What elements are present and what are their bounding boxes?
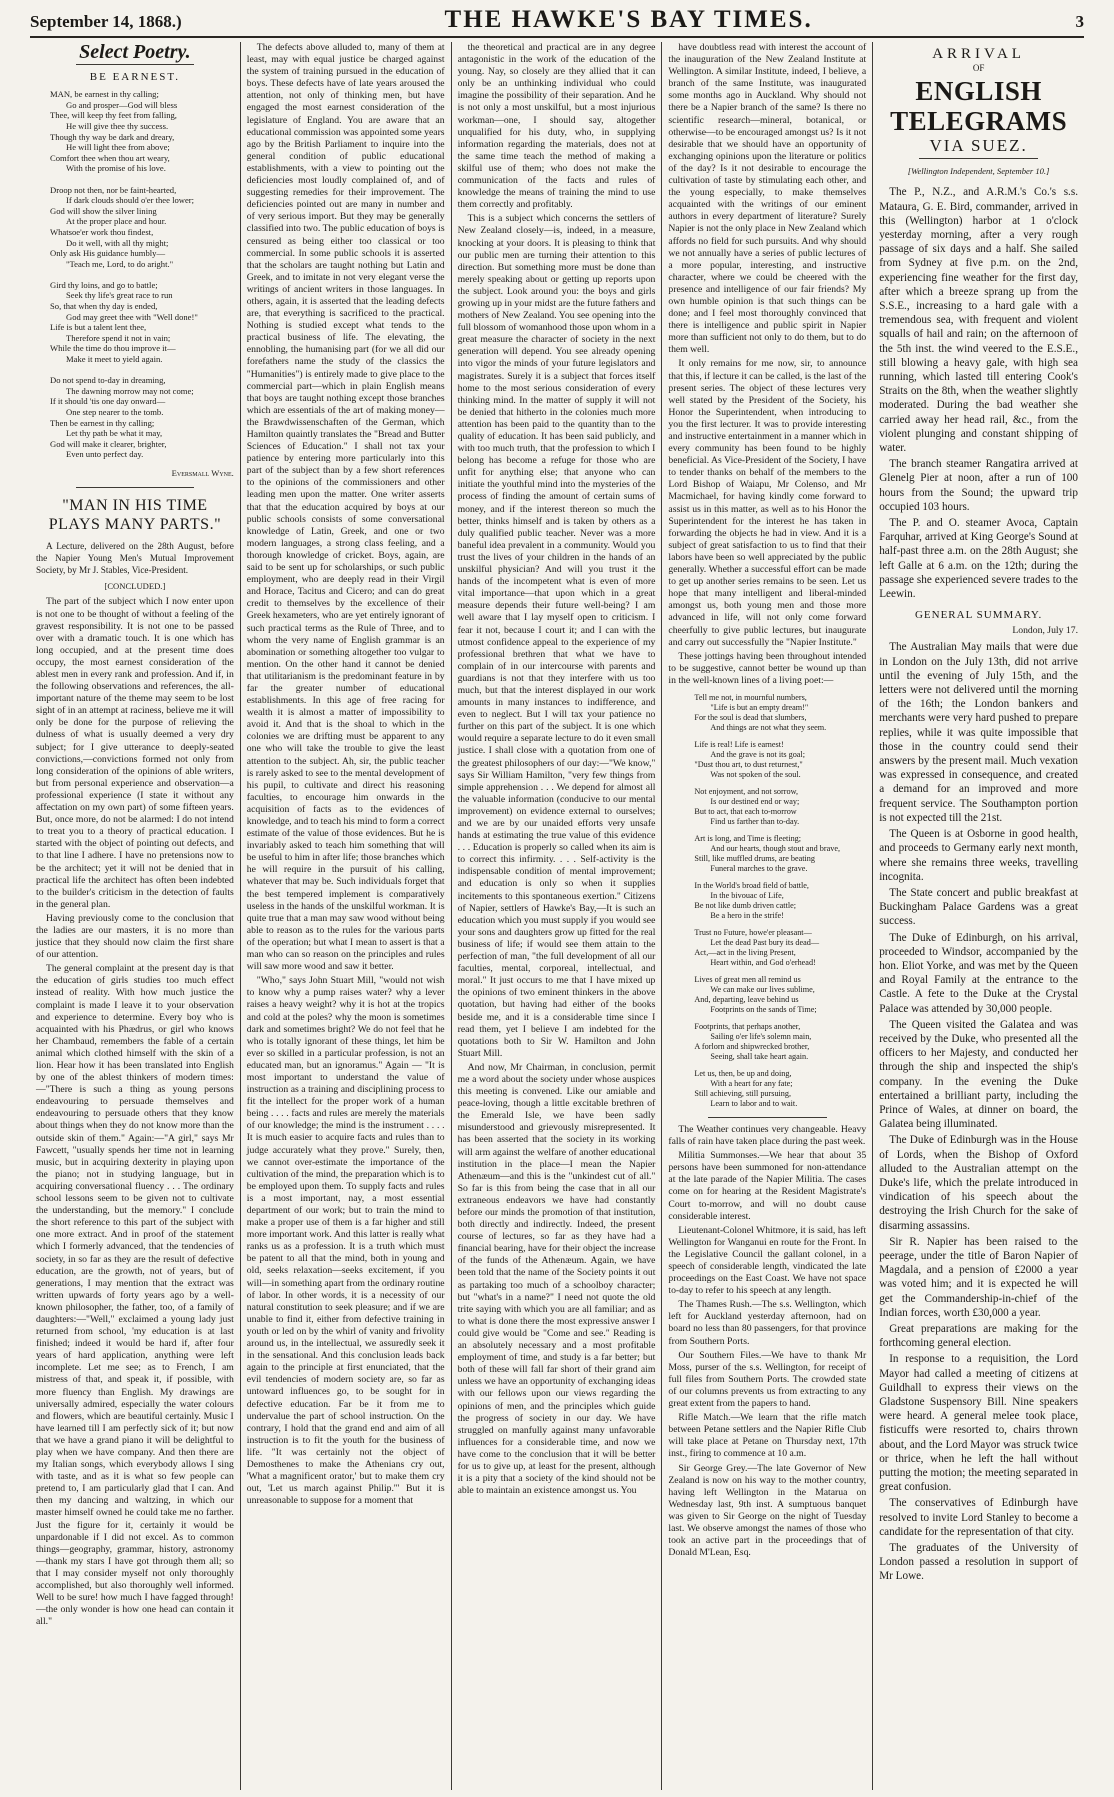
verse-line: Sailing o'er life's solemn main, bbox=[710, 1031, 812, 1041]
poem-line: If dark clouds should o'er thee lower; bbox=[66, 195, 195, 206]
poem-line: Only ask His guidance humbly— bbox=[50, 248, 166, 259]
local-news-item: Lieutenant-Colonel Whitmore, it is said, has left Wellington for Wanganui en route for the Front. In the Legislative Council the gallant colonel, in a speech of considerable length, vindicated the late proceedings on the East Coast. We have not space to-day to refer to his speech at any length. bbox=[668, 1224, 867, 1297]
article-paragraph: The general complaint at the present day is that the education of girls studies too much effect instead of reality. With how much justice the complaint is made I leave it to your observation and experience to determine. Every boy who is acquainted with his Phædrus, or girl who knows her Chambaud, remembers the fable of a certain animal which clothed himself with the skin of a lion. Hear how it has been translated into English by one of the ablest thinkers of modern times:—"There is such a thing as young persons endeavouring to persuade themselves and endeavouring to persuade others that they know about things when they do not know more than the outside skin of them." Again:—"A girl," says Mr Fawcett, "usually spends her time not in learning music, but in acquiring dexterity in playing upon the piano; not in studying language, but in acquiring conversational fluency . . . The ordinary school lessons seem to be given not to cultivate the understanding, but the memory." I conclude the short reference to this part of the subject with one more extract. And in proof of the statement which I formerly advanced, that the tendencies of society, in so far as they are the result of defective education, are the growth, not of years, but of generations, I may mention that the extract was written upwards of forty years ago by a well-known philosopher, the father, too, of a family of daughters:—"Well," exclaimed a young lady just returned from school, 'my education is at last finished; indeed it would be hard if, after four years of hard application, anything were left incomplete. Let me see; as to French, I am mistress of that, and speak it, if possible, with more fluency than English. My drawings are universally admired, especially the water colours and flowers, which are beautiful certainly. Music I have learned till I am perfectly sick of it; but now that we have a grand piano it will be delightful to play when we have company. And then there are my Italian songs, which everybody allows I sing with taste, and as it is what so few people can pretend to, I am particularly glad that I can. And then my dancing and waltzing, in which our master himself owned he could take me no farther. Just the figure for it, certainly it would be unpardonable if I did not excel. As to common things—geography, grammar, history, astronomy—thank my stars I have got through them all; so that I may consider myself not only thoroughly accomplished, but also thoroughly well informed. Well to be sure! how much I have fagged through!—the only wonder is how one head can contain it all." bbox=[36, 963, 234, 1628]
verse-line: "Dust thou art, to dust returnest," bbox=[694, 759, 803, 769]
poem-line: He will light thee from above; bbox=[66, 142, 170, 153]
poem bbox=[50, 89, 234, 460]
verse-line: Footprints on the sands of Time; bbox=[710, 1004, 817, 1014]
verse-line: For the soul is dead that slumbers, bbox=[694, 712, 807, 722]
poem-line: God may greet thee with "Well done!" bbox=[66, 311, 198, 322]
local-news-item: The Weather continues very changeable. Heavy falls of rain have taken place during the past week. bbox=[668, 1123, 867, 1148]
article-paragraph: These jottings having been throughout intended to be suggestive, cannot better be wound up than in the well-known lines of a living poet:— bbox=[668, 650, 867, 686]
verse-stanza bbox=[694, 834, 856, 874]
verse-line: In the World's broad field of battle, bbox=[694, 880, 809, 890]
verse-line: Not enjoyment, and not sorrow, bbox=[694, 786, 799, 796]
article-paragraph: It only remains for me now, sir, to announce that this, if lecture it can be called, is the last of the present series. The object of these lectures very well stated by the President of the Society, his Honor the Superintendent, when introducing to you the first lecturer. It was to provide interesting and instructive entertainment in a manner which in every community has been found to be highly beneficial. As Vice-President of the Society, I have to tender thanks on behalf of the members to the Lord Bishop of Waiapu, Mr Colenso, and Mr Macmichael, for having kindly come forward to assist us in this matter, as well as to his Honor the Superintendent for the interest he has taken in forwarding the objects he had in view. And it is a subject of great satisfaction to us to find that their labors have been so well appreciated by the public generally. Whether a successful effort can be made to get up another series remains to be seen. Let us hope that many intelligent and liberal-minded amongst us, both young men and those more advanced in life, will not only come forward cheerfully to give public lectures, but inaugurate and carry out successfully the "Napier Institute." bbox=[668, 358, 867, 648]
poem-line bbox=[50, 269, 234, 280]
verse-line: In the bivouac of Life, bbox=[710, 890, 784, 900]
local-news-item: Militia Summonses.—We hear that about 35 persons have been summoned for non-attendance at the late parade of the Napier Militia. The cases come on for hearing at the Resident Magistrate's Court to-morrow, and will no doubt cause considerable interest. bbox=[668, 1150, 867, 1222]
poem-line: Seek thy life's great race to run bbox=[66, 290, 173, 301]
poem-title: BE EARNEST. bbox=[89, 71, 181, 84]
poem-line: God will show the silver lining bbox=[50, 205, 157, 216]
telegram-paragraph: The P. and O. steamer Avoca, Captain Farquhar, arrived at King George's Sound at half-past three a.m. on the 28th August; she left Galle at 6 a.m. on the 12th; during the passage she experienced severe trades to the Leewin. bbox=[879, 517, 1078, 601]
verse-line: Let us, then, be up and doing, bbox=[694, 1068, 792, 1078]
verse-line: Seeing, shall take heart again. bbox=[710, 1051, 809, 1061]
poem-line: Even unto perfect day. bbox=[66, 449, 144, 460]
verse-line: Be not like dumb driven cattle; bbox=[694, 900, 797, 910]
poem-line: While the time do thou improve it— bbox=[50, 343, 176, 354]
verse-line: But to act, that each to-morrow bbox=[694, 806, 797, 816]
verse-stanza bbox=[694, 975, 856, 1015]
summary-paragraph: The Duke of Edinburgh, on his arrival, proceeded to Windsor, accompanied by the hon. Eliot Yorke, and was met by the Queen and Royal Family at the entrance to the Castle. A fete to the Duke at the Crystal Palace was attended by 30,000 people. bbox=[879, 931, 1078, 1015]
article-paragraph: This is a subject which concerns the settlers of New Zealand closely—is, indeed, in a measure, knocking at your doors. It is pleasing to think that our public men are turning their attention to this direction. But something more must be done than merely speaking about or getting up reports upon the subject. Look around you: the boys and girls growing up in your midst are the future fathers and mothers of New Zealand. You see opening into the full blossom of womanhood those upon whom in a great measure the character of society in the next generation will depend. You see already opening into vigor the minds of your future legislators and magistrates. Surely it is a subject that forces itself home to the most serious consideration of every thinking mind. In the matter of supply it will not be denied that hitherto in the colonies much more attention has been paid to the quantity than to the quality of education. It has been said publicly, and with too much truth, that the profession to which I belong has become a refuge for those who are unfit for anything else; that anyone who can initiate the youthful mind into the mysteries of the process of finding the amount of certain sums of money, and if the interest thereon so much the better, thinks himself and is taken by others as a duly qualified public teacher. Never was a more baneful idea prevalent in a community. Would you trust the lives of your children in the hands of an unskilful physician? And will you trust it the hands of the incompetent what is even of more vital importance—that upon which in a great measure depends their future well-being? I am well aware that I lay myself open to criticism. I fear it not, because I court it; and I can with the utmost confidence appeal to the experience of my professional brethren that what we have to complain of in our intercourse with parents and guardians is not that they interfere with us too much, but that the interest displayed in our work amounts in many instances to indifference, and even to neglect. But I will tax your patience no further on this part of the subject. It is one which would require a separate lecture to do it even small justice. I shall close with a quotation from one of the greatest philosophers of our day:—"We know," says Sir William Hamilton, "very few things from simple apprehension . . . We depend for almost all the valuable information (conducive to our mental improvement) on evidence external to ourselves; and we are by our unaided efforts very unsafe hands at estimating the true value of this evidence . . . Education is properly so called when its aim is to correct this infirmity. . . . Self-activity is the indispensable condition of mental improvement; and education is only so when it supplies incitements to this spontaneous exertion." Citizens of Napier, settlers of Hawke's Bay,—It is such an education which you must supply if you would see your sons and daughters grow up fitted for the real business of life; if would see them attain to the perfection of man, "the full development of all our faculties, mental, corporeal, intellectual, and moral." It just occurs to me that I have mixed up the opinions of two eminent thinkers in the above quotation, but having had either of the books beside me, and it is a considerable time since I read them, yet I believe I am indebted for the quotations both to Sir W. Hamilton and John Stuart Mill. bbox=[457, 213, 656, 1059]
poem-line: MAN, be earnest in thy calling; bbox=[50, 89, 159, 100]
concluded-note: [CONCLUDED.] bbox=[104, 581, 166, 592]
verse-line: Be a hero in the strife! bbox=[710, 910, 784, 920]
local-news-item: The Thames Rush.—The s.s. Wellington, which left for Auckland yesterday afternoon, had on board no less than 80 passengers, for that province from Southern Ports. bbox=[668, 1299, 867, 1347]
summary-paragraph: The Duke of Edinburgh was in the House of Lords, when the Bishop of Oxford alluded to the Australian attempt on the Duke's life, which the prelate introduced in vindication of his speech about the destroying the Irish Church for the sake of disarming assassins. bbox=[879, 1134, 1078, 1232]
telegram-paragraph: The P., N.Z., and A.R.M.'s Co.'s s.s. Mataura, G. E. Bird, commander, arrived in this (Wellington) harbor at 1 o'clock yesterday morning, after a very rough passage of six days and a half. She sailed from Sydney at five p.m. on the 2nd, experiencing fine weather for the first day, after which a breeze sprang up from the S.S.E., increasing to a hard gale with a tremendous sea, with frequent and violent squalls of hail and rain; on the afternoon of the 5th inst. the wind veered to the E.S.E., still blowing a heavy gale, with high sea running, which lasted till entering Cook's Straits on the 8th, when the weather slightly moderated. During the bad weather she carried away her head rail, &c., from the violent plunging and constant shipping of water. bbox=[879, 186, 1078, 455]
poem-line: Droop not then, nor be faint-hearted, bbox=[50, 184, 177, 195]
verse-line: Footprints, that perhaps another, bbox=[694, 1021, 801, 1031]
verse-line: Tell me not, in mournful numbers, bbox=[694, 692, 807, 702]
column-5 bbox=[873, 42, 1084, 1790]
article-title: "MAN IN HIS TIME PLAYS MANY PARTS." bbox=[48, 497, 222, 534]
article-paragraph: And now, Mr Chairman, in conclusion, permit me a word about the society under whose auspices this meeting is convened. Like our amiable and peace-loving, though a little excitable brethren of the Emerald Isle, we have been sadly misunderstood and grievously misrepresented. It has been asserted that the society in its working will arm against the welfare of another educational institution in the place—I mean the Napier Athenæum—and this is the "unkindest cut of all." So far is this from being the case that in all our extraneous endeavors we have had constantly before our minds the promotion of that institution, both directly and indirectly. Indeed, the present course of lectures, so far as they have had a financial bearing, have for their object the increase of the funds of the Athenæum. Again, we have been told that the name of the Society points it out as partaking too much of a schoolboy character; but "what's in a name?" I need not quote the old trite saying with which you are all familiar; and as to what is done there the most expressive answer I could give would be "Come and see." Reading is an absolutely necessary and a most profitable employment of time, and study is a far better; but both of these will fall far short of their grand aim unless we have an opportunity of exchanging ideas with our fellows upon our views regarding the opinions of men, and the principles which guide the progress of society in our day. We have struggled on manfully against many unfavorable influences for a considerable time, and now we have come to the conclusion that it will be better for us to give up, at least for the present, although it is a pity that a society of the kind should not be able to maintain an existence amongst us. You bbox=[457, 1061, 656, 1497]
summary-paragraph: The Queen visited the Galatea and was received by the Duke, who presented all the officers to her Majesty, and conducted her through the ship and inspected the ship's company. In the evening the Duke entertained a brilliant party, including the Prince of Wales, at dinner on board, the Galatea being illuminated. bbox=[879, 1018, 1078, 1131]
article-paragraph: "Who," says John Stuart Mill, "would not wish to know why a pump raises water? why a lever raises a heavy weight? why it is hot at the tropics and cold at the poles? why the moon is sometimes dark and sometimes bright? We do not feel that he who is totally ignorant of these things, let him be ever so skilled in a particular profession, is not an educated man, but an ignoramus." Again — "It is most important to understand the value of instruction as a training and disciplining process to fit the intellect for the proper work of a human being . . . . facts and rules are merely the materials of our knowledge; the mind is the instrument . . . . It is much easier to acquire facts and rules than to judge accurately what they prove." Surely, then, we cannot over-estimate the importance of the cultivation of the mind, the preparation which is to be employed upon them. To supply facts and rules is a most important, nay, a most essential department of our work; but to train the mind to make a proper use of them is a far higher and still more important work. And this latter is really what ranks us as a profession. It is a truth which must be patent to all that the mind, both in young and old, seeks relaxation—seeks excitement, if you will—in something apart from the ordinary routine of labor. In other words, it is a necessity of our natural constitution to seek pleasure; and if we are unable to find it, either from defective training in youth or led on by the whirl of vanity and frivolity around us, in the intellectual, we assuredly seek it in the sensational. And this conclusion leads back again to the principle at first enunciated, that the evil tendencies of modern society are, so far as untoward influences go, to be sought for in defective education. Far be it from me to undervalue the part of school instruction. On the contrary, I hold that the grand end and aim of all instruction is to fit the youth for the business of life. "It was certainly not the object of Demosthenes to make the Athenians cry out, 'What a magnificent orator,' but to make them cry out, 'Let us march against Philip.'" But it is unreasonable to suppose for a moment that bbox=[246, 975, 445, 1507]
verse-line: Lives of great men all remind us bbox=[694, 974, 801, 984]
verse-stanza bbox=[694, 928, 856, 968]
verse-stanza bbox=[694, 693, 856, 733]
summary-paragraph: The Queen is at Osborne in good health, and proceeds to Germany early next month, where she remains three weeks, travelling incognita. bbox=[879, 828, 1078, 883]
article-paragraph: The defects above alluded to, many of them at least, may with equal justice be charged against the system of training pursued in the education of boys. These defects have of late years aroused the attention, not only of thinking men, but have engaged the most earnest consideration of the legislature of England. You are aware that an educational commission was appointed some years ago by the British Parliament to inquire into the general condition of public educational establishments, with a view to pointing out the deficiencies most loudly complained of, and of suggesting remedies for their improvement. The deficiencies pointed out are many in number and of very serious import. But they may be generally classified into two. The public education of boys is censured as being either too classical or too commercial. In some public schools it is asserted that the scholars are taught nothing but Latin and Greek, and to imitate in not very elegant verse the writings of ancient writers in those languages. In others, again, it is asserted that the leading defects are, that everything is sacrificed to the practical. Nothing is studied except what tends to the practical business of life. The elevating, the ennobling, the humanising part (for we all did our forefathers name the study of the classics the "Humanities") is entirely made to give place to the commercial part—which in plain English means that boys are taught nothing except those branches which are essentials of the art of making money—the Brawdwissenschaften of the German, which Hamilton quaintly translates the "Bread and Butter Sciences of Education." I shall not tax your patience by entering more particularly into this part of the subject than by a few short references to the opinions of the commissioners and other leading men upon the matter. One writer asserts that that the education acquired by boys at our public schools consists of some conversational knowledge of Latin, Greek, and one or two modern languages, a strong class feeling, and a thorough knowledge of cricket. Boys, again, are said to be sent up for scholarships, or such public employment, who are deeply read in their Virgil and Horace, Tacitus and Cicero; and can do great credit to themselves by the excellence of their Greek hexameters, who are yet entirely ignorant of such practical terms as the Rule of Three, and to whom the very name of English grammar is an abomination or something altogether too vulgar to mention. On the other hand it cannot be denied that utilitarianism is the predominant feature in by far the greater number of educational establishments. In this age of free racing for wealth it is almost a matter of impossibility to avoid it. And that is the shoal to which in the colonies we are drifting must be apparent to any one who will take the trouble to give the least attention to the subject. Ah, sir, the public teacher is rarely asked to see to the mental development of his pupil, to cultivate and direct his reasoning faculties, to encourage him onwards in the acquisition of facts as to the evidences of knowledge, and to teach his mind to form a correct estimate of the value of those evidences. But he is invariably asked to teach him something that will be useful to him in after life; those branches which he will require in the pursuit of his calling, whatever that may be. Such individuals forget that the best tempered implement is comparatively useless in the hands of the unskilful workman. It is quite true that a man may saw wood without being able to reason as to the rules for the various parts of the operation; but what I mean to assert is that a man who can so reason on the principles and rules will saw more wood and saw it better. bbox=[246, 42, 445, 973]
verse-line: Was not spoken of the soul. bbox=[710, 769, 801, 779]
summary-paragraph: The graduates of the University of London passed a resolution in support of Mr Lowe. bbox=[879, 1542, 1078, 1583]
issue-date: September 14, 1868.) bbox=[30, 12, 182, 31]
local-news-item: Our Southern Files.—We have to thank Mr Moss, purser of the s.s. Wellington, for receipt of full files from Southern Ports. The crowded state of our columns prevents us from extracting to any great extent from the papers to hand. bbox=[668, 1349, 867, 1410]
column-3 bbox=[452, 42, 663, 1790]
divider bbox=[76, 64, 195, 65]
page-number: 3 bbox=[1075, 12, 1084, 31]
divider bbox=[919, 158, 1038, 159]
article-paragraph: The part of the subject which I now enter upon is not one to be thought of without a feeling of the gravest responsibility. It is not one to be passed over with a dramatic touch. It is one which has long occupied, and at the present time does occupy, the most earnest consideration of the ablest men in every rank and profession. And if, in the following observations and references, the all-important nature of the theme may seem to be lost sight of in an attempt at raciness, believe me it will only be done for the purpose of relieving the dulness of what is usually deemed a very dry subject; for I give utterance to deeply-seated convictions,—convictions formed not only from long consideration of the opinions of able writers, but from personal experience and observation—a professional experience (I state it without any affectation on my own part) of some fifteen years. But, once more, do not be alarmed: I do not intend to treat you to a theory of practical education. I started with the object of pointing out defects, and to that line I adhere. I have no pretensions now to be the architect; yet it will not be denied that in practical life the architect has often been indebted to the builder's criticism in the detection of faults in the general plan. bbox=[36, 596, 234, 910]
local-news-item: Rifle Match.—We learn that the rifle match between Petane settlers and the Napier Rifle Club will take place at Petane on Thursday next, 17th inst., firing to commence at 10 a.m. bbox=[668, 1412, 867, 1460]
verse-stanza bbox=[694, 1069, 856, 1109]
divider bbox=[76, 487, 195, 488]
article-paragraph: Having previously come to the conclusion that the ladies are our masters, it is no more than justice that they should now claim the first share of our attention. bbox=[36, 912, 234, 961]
summary-paragraph: The Australian May mails that were due in London on the July 13th, did not arrive until the evening of July 15th, and the letters were not delivered until the morning of the 16th; the London bankers and merchants were very hard pushed to prepare replies, while it was quite impossible that those in the country could send their answers by the present mail. Much vexation was expressed in consequence, and created a demand for an improved and more frequent service. The Southampton portion is not expected till the 21st. bbox=[879, 641, 1078, 824]
poem-line: At the proper place and hour. bbox=[66, 216, 167, 227]
poem-line: So, that when thy day is ended, bbox=[50, 301, 158, 312]
verse-line: Life is real! Life is earnest! bbox=[694, 739, 784, 749]
english-telegrams-heading: ENGLISH TELEGRAMS bbox=[890, 76, 1068, 137]
poem-line: Make it meet to yield again. bbox=[66, 354, 163, 365]
of-label: OF bbox=[972, 63, 985, 74]
newspaper-title: THE HAWKE'S BAY TIMES. bbox=[444, 6, 813, 33]
telegram-paragraph: The branch steamer Rangatira arrived at Glenelg Pier at noon, after a run of 100 hours from the Sound; the upward trip occupied 103 hours. bbox=[879, 458, 1078, 513]
summary-paragraph: In response to a requisition, the Lord Mayor had called a meeting of citizens at Guildhall to express their views on the Gladstone Suspensory Bill. Nine speakers were heard. A general melee took place, fisticuffs were resorted to, chairs thrown about, and the Lord Mayor was struck twice or thrice, when he left the hall without putting the motion; the meeting separated in great confusion. bbox=[879, 1353, 1078, 1494]
poem-line: Do it well, with all thy might; bbox=[66, 237, 169, 248]
poem-author: Eversmall Wyne. bbox=[171, 467, 234, 478]
poem-line: God will make it clearer, brighter, bbox=[50, 438, 167, 449]
poem-line: Then be earnest in thy calling; bbox=[50, 417, 155, 428]
verse-line: Find us farther than to-day. bbox=[710, 816, 800, 826]
verse-stanza bbox=[694, 787, 856, 827]
summary-paragraph: The State concert and public breakfast at Buckingham Palace Gardens was a great success. bbox=[879, 886, 1078, 928]
summary-paragraph: Sir R. Napier has been raised to the peerage, under the title of Baron Napier of Magdala, and a pension of £2000 a year was voted him; and it is expected he will get the Commandership-in-chief of the Indian forces, worth £30,000 a year. bbox=[879, 1235, 1078, 1319]
verse-line: A forlorn and shipwrecked brother, bbox=[694, 1041, 810, 1051]
summary-paragraph: Great preparations are making for the forthcoming general election. bbox=[879, 1323, 1078, 1350]
article-paragraph: the theoretical and practical are in any degree antagonistic in the work of the education of the young. Nay, so closely are they allied that it can only be an unthinking individual who could imagine the possibility of their separation. And he is not only a most unskilful, but a most injurious workman—one, I should say, altogether unqualified for his duty, who, in supplying information regarding the materials, does not at the same time teach the method of making a skilful use of them; who does not make the communication of the facts and rules of knowledge the means of training the mind to use them correctly and profitably. bbox=[457, 42, 656, 211]
poem-line: Life is but a talent lent thee, bbox=[50, 322, 147, 333]
poem-line: Though thy way be dark and dreary, bbox=[50, 131, 175, 142]
verse-quotation bbox=[694, 693, 856, 1109]
column-4 bbox=[662, 42, 873, 1790]
poem-line: Let thy path be what it may, bbox=[66, 428, 163, 439]
verse-line: "Life is but an empty dream!" bbox=[710, 702, 809, 712]
poem-line: Go and prosper—God will bless bbox=[66, 99, 178, 110]
local-news-item: Sir George Grey.—The late Governor of New Zealand is now on his way to the mother country, having left Wellington in the Matarua on Wednesday last, 9th inst. A sumptuous banquet was given to Sir George on the night of Tuesday last. We observe amongst the names of those who took an active part in the proceedings that of Donald M'Lean, Esq. bbox=[668, 1462, 867, 1559]
article-paragraph: have doubtless read with interest the account of the inauguration of the New Zealand Institute at Wellington. A similar Institute, indeed, I believe, a branch of the same Institute, was inaugurated some months ago in Auckland. Why should not there be a Napier branch of the same? Is there no scientific research—mineral, botanical, or otherwise—to be encouraged amongst us? Is it not desirable that we should have an opportunity of exchanging opinions upon the literature or politics of the day? Is it not desirable to encourage the cultivation of taste by stimulating each other, and the young especially, to make themselves acquainted with the writings of our eminent authors in every department of literature? Surely Napier is not the only place in New Zealand which affords no field for such pursuits. And why should we not annually have a series of public lectures of a more popular, interesting, and instructive character, where we could be cheered with the presence and intelligence of our fair friends? My own humble opinion is that such things can be done; and I feel most thoroughly convinced that there is intelligence and public spirit in Napier more than sufficient not only to do them, but to do them well. bbox=[668, 42, 867, 356]
verse-line: Still, like muffled drums, are beating bbox=[694, 853, 815, 863]
section-title: Select Poetry. bbox=[79, 42, 191, 63]
verse-stanza bbox=[694, 740, 856, 780]
summary-paragraph: The conservatives of Edinburgh have resolved to invite Lord Stanley to become a candidate for the representation of that city. bbox=[879, 1497, 1078, 1538]
arrival-heading: ARRIVAL bbox=[932, 46, 1025, 62]
column-2 bbox=[241, 42, 452, 1790]
poem-line: If it should 'tis one day onward— bbox=[50, 396, 166, 407]
article-byline: A Lecture, delivered on the 28th August, before the Napier Young Men's Mutual Improvement Society, by Mr J. Stables, Vice-President. bbox=[36, 541, 234, 576]
poem-line bbox=[50, 365, 234, 376]
verse-line: And, departing, leave behind us bbox=[694, 994, 799, 1004]
poem-line: With the promise of his love. bbox=[66, 163, 166, 174]
verse-stanza bbox=[694, 1022, 856, 1062]
verse-line: Funeral marches to the grave. bbox=[710, 863, 808, 873]
dateline: London, July 17. bbox=[1012, 625, 1078, 637]
verse-line: Heart within, and God o'erhead! bbox=[710, 957, 816, 967]
poem-line: Do not spend to-day in dreaming, bbox=[50, 375, 166, 386]
poem-line: Thee, will keep thy feet from falling, bbox=[50, 110, 177, 121]
poem-line: Gird thy loins, and go to battle; bbox=[50, 279, 158, 290]
verse-line: With a heart for any fate; bbox=[710, 1078, 793, 1088]
poem-line: The dawning morrow may not come; bbox=[66, 385, 194, 396]
verse-line: Still achieving, still pursuing, bbox=[694, 1088, 792, 1098]
poem-line bbox=[50, 174, 234, 185]
verse-line: Act,—act in the living Present, bbox=[694, 947, 796, 957]
poem-line: One step nearer to the tomb. bbox=[66, 407, 164, 417]
verse-line: Trust no Future, howe'er pleasant— bbox=[694, 927, 812, 937]
divider bbox=[708, 1117, 827, 1118]
verse-line: Let the dead Past bury its dead— bbox=[710, 937, 820, 947]
masthead bbox=[30, 6, 1084, 38]
via-suez-heading: VIA SUEZ. bbox=[929, 136, 1028, 156]
general-summary-heading: GENERAL SUMMARY. bbox=[914, 609, 1043, 622]
source-note: [Wellington Independent, September 10.] bbox=[907, 166, 1050, 177]
column-1 bbox=[30, 42, 241, 1790]
columns bbox=[30, 42, 1084, 1790]
poem-line: Whatsoe'er work thou findest, bbox=[50, 226, 154, 237]
verse-line: And the grave is not its goal; bbox=[710, 749, 805, 759]
poem-line: He will give thee thy success. bbox=[66, 120, 169, 131]
verse-line: Is our destined end or way; bbox=[710, 796, 800, 806]
poem-line: "Teach me, Lord, to do aright." bbox=[66, 258, 174, 269]
verse-line: And things are not what they seem. bbox=[710, 722, 827, 732]
poem-line: Comfort thee when thou art weary, bbox=[50, 152, 170, 163]
verse-line: And our hearts, though stout and brave, bbox=[710, 843, 840, 853]
verse-stanza bbox=[694, 881, 856, 921]
verse-line: We can make our lives sublime, bbox=[710, 984, 815, 994]
verse-line: Art is long, and Time is fleeting; bbox=[694, 833, 802, 843]
verse-line: Learn to labor and to wait. bbox=[710, 1098, 798, 1108]
poem-line: Therefore spend it not in vain; bbox=[66, 332, 171, 343]
